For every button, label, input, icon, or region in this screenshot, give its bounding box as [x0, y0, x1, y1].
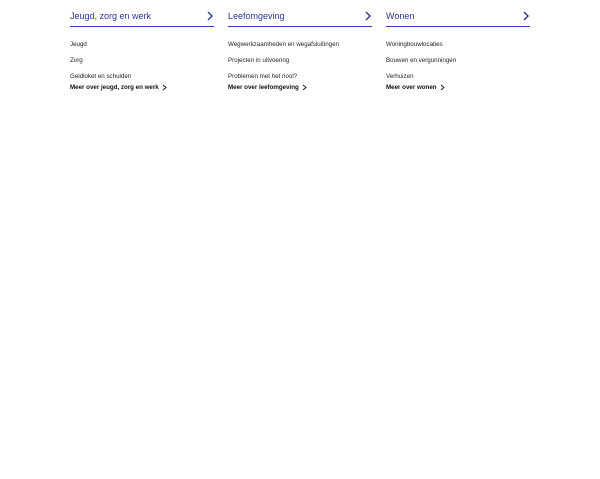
more-link-label: Meer over wonen	[386, 84, 437, 91]
chevron-right-icon	[206, 11, 214, 21]
more-link[interactable]	[386, 84, 530, 91]
column-header[interactable]	[386, 8, 530, 27]
column-title: Leefomgeving	[228, 11, 285, 21]
column-title: Wonen	[386, 11, 415, 21]
link-wegwerkzaamheden[interactable]: Wegwerkzaamheden en wegafsluitingen	[228, 41, 339, 48]
chevron-right-icon	[302, 84, 307, 91]
link-projecten[interactable]: Projecten in uitvoering	[228, 57, 290, 64]
link-jeugd[interactable]: Jeugd	[70, 41, 87, 48]
column-wonen	[386, 8, 530, 91]
link-geldloket[interactable]: Geldloket en schulden	[70, 73, 132, 80]
link-woningbouwlocaties[interactable]: Woningbouwlocaties	[386, 41, 443, 48]
column-leefomgeving	[228, 8, 372, 91]
column-header[interactable]	[228, 8, 372, 27]
column-header[interactable]	[70, 8, 214, 27]
link-list	[386, 33, 530, 80]
more-link[interactable]	[228, 84, 372, 91]
link-verhuizen[interactable]: Verhuizen	[386, 73, 414, 80]
chevron-right-icon	[440, 84, 445, 91]
chevron-right-icon	[522, 11, 530, 21]
link-riool[interactable]: Problemen met het riool?	[228, 73, 298, 80]
more-link-label: Meer over leefomgeving	[228, 84, 299, 91]
column-jeugd-zorg-werk	[70, 8, 214, 91]
column-title: Jeugd, zorg en werk	[70, 11, 152, 21]
link-bouwen[interactable]: Bouwen en vergunningen	[386, 57, 457, 64]
link-list	[70, 33, 214, 80]
chevron-right-icon	[162, 84, 167, 91]
chevron-right-icon	[364, 11, 372, 21]
link-zorg[interactable]: Zorg	[70, 57, 83, 64]
topic-columns	[70, 8, 530, 91]
more-link[interactable]	[70, 84, 214, 91]
link-list	[228, 33, 372, 80]
more-link-label: Meer over jeugd, zorg en werk	[70, 84, 159, 91]
